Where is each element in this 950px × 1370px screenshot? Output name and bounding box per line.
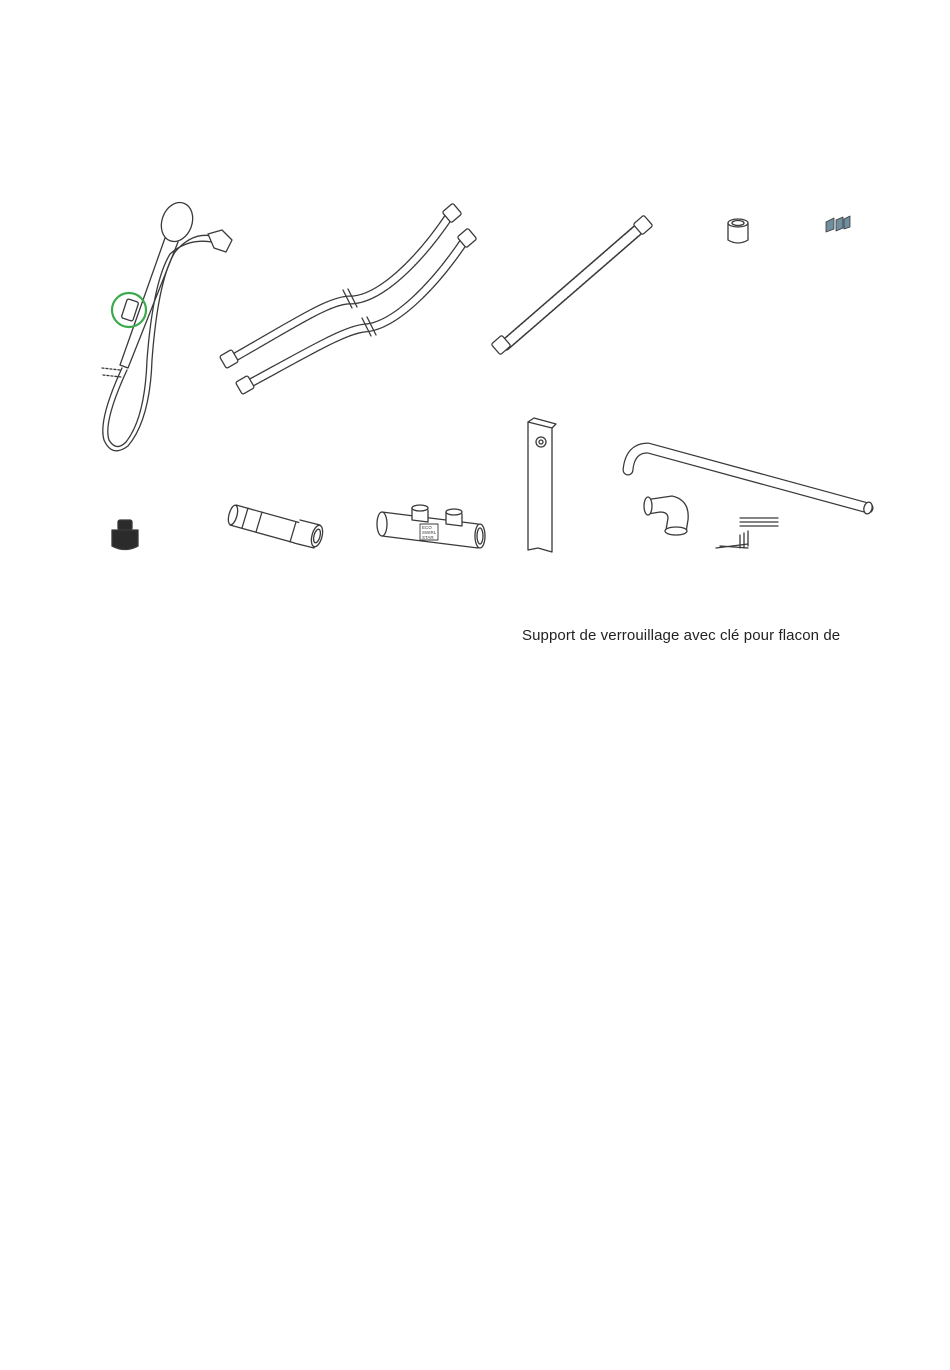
corrugated-hose-icon — [491, 215, 653, 355]
plug-icon — [112, 520, 138, 550]
mounting-bracket-icon — [528, 418, 556, 552]
clip-icon — [826, 216, 850, 232]
nut-icon — [728, 219, 748, 243]
hand-shower-with-hose-icon — [102, 198, 232, 451]
straight-fitting-icon — [227, 504, 325, 548]
manifold-label-line2: SWIRL — [422, 530, 437, 535]
pins-icon — [716, 518, 778, 548]
parts-illustration — [0, 0, 950, 620]
braided-hose-icon — [219, 203, 476, 394]
manifold-label-line1: ECO — [422, 525, 432, 530]
elbow-icon — [644, 496, 688, 535]
figure-caption: Support de verrouillage avec clé pour flacon de — [522, 627, 841, 644]
manifold-label-line3: STAR — [422, 535, 434, 540]
